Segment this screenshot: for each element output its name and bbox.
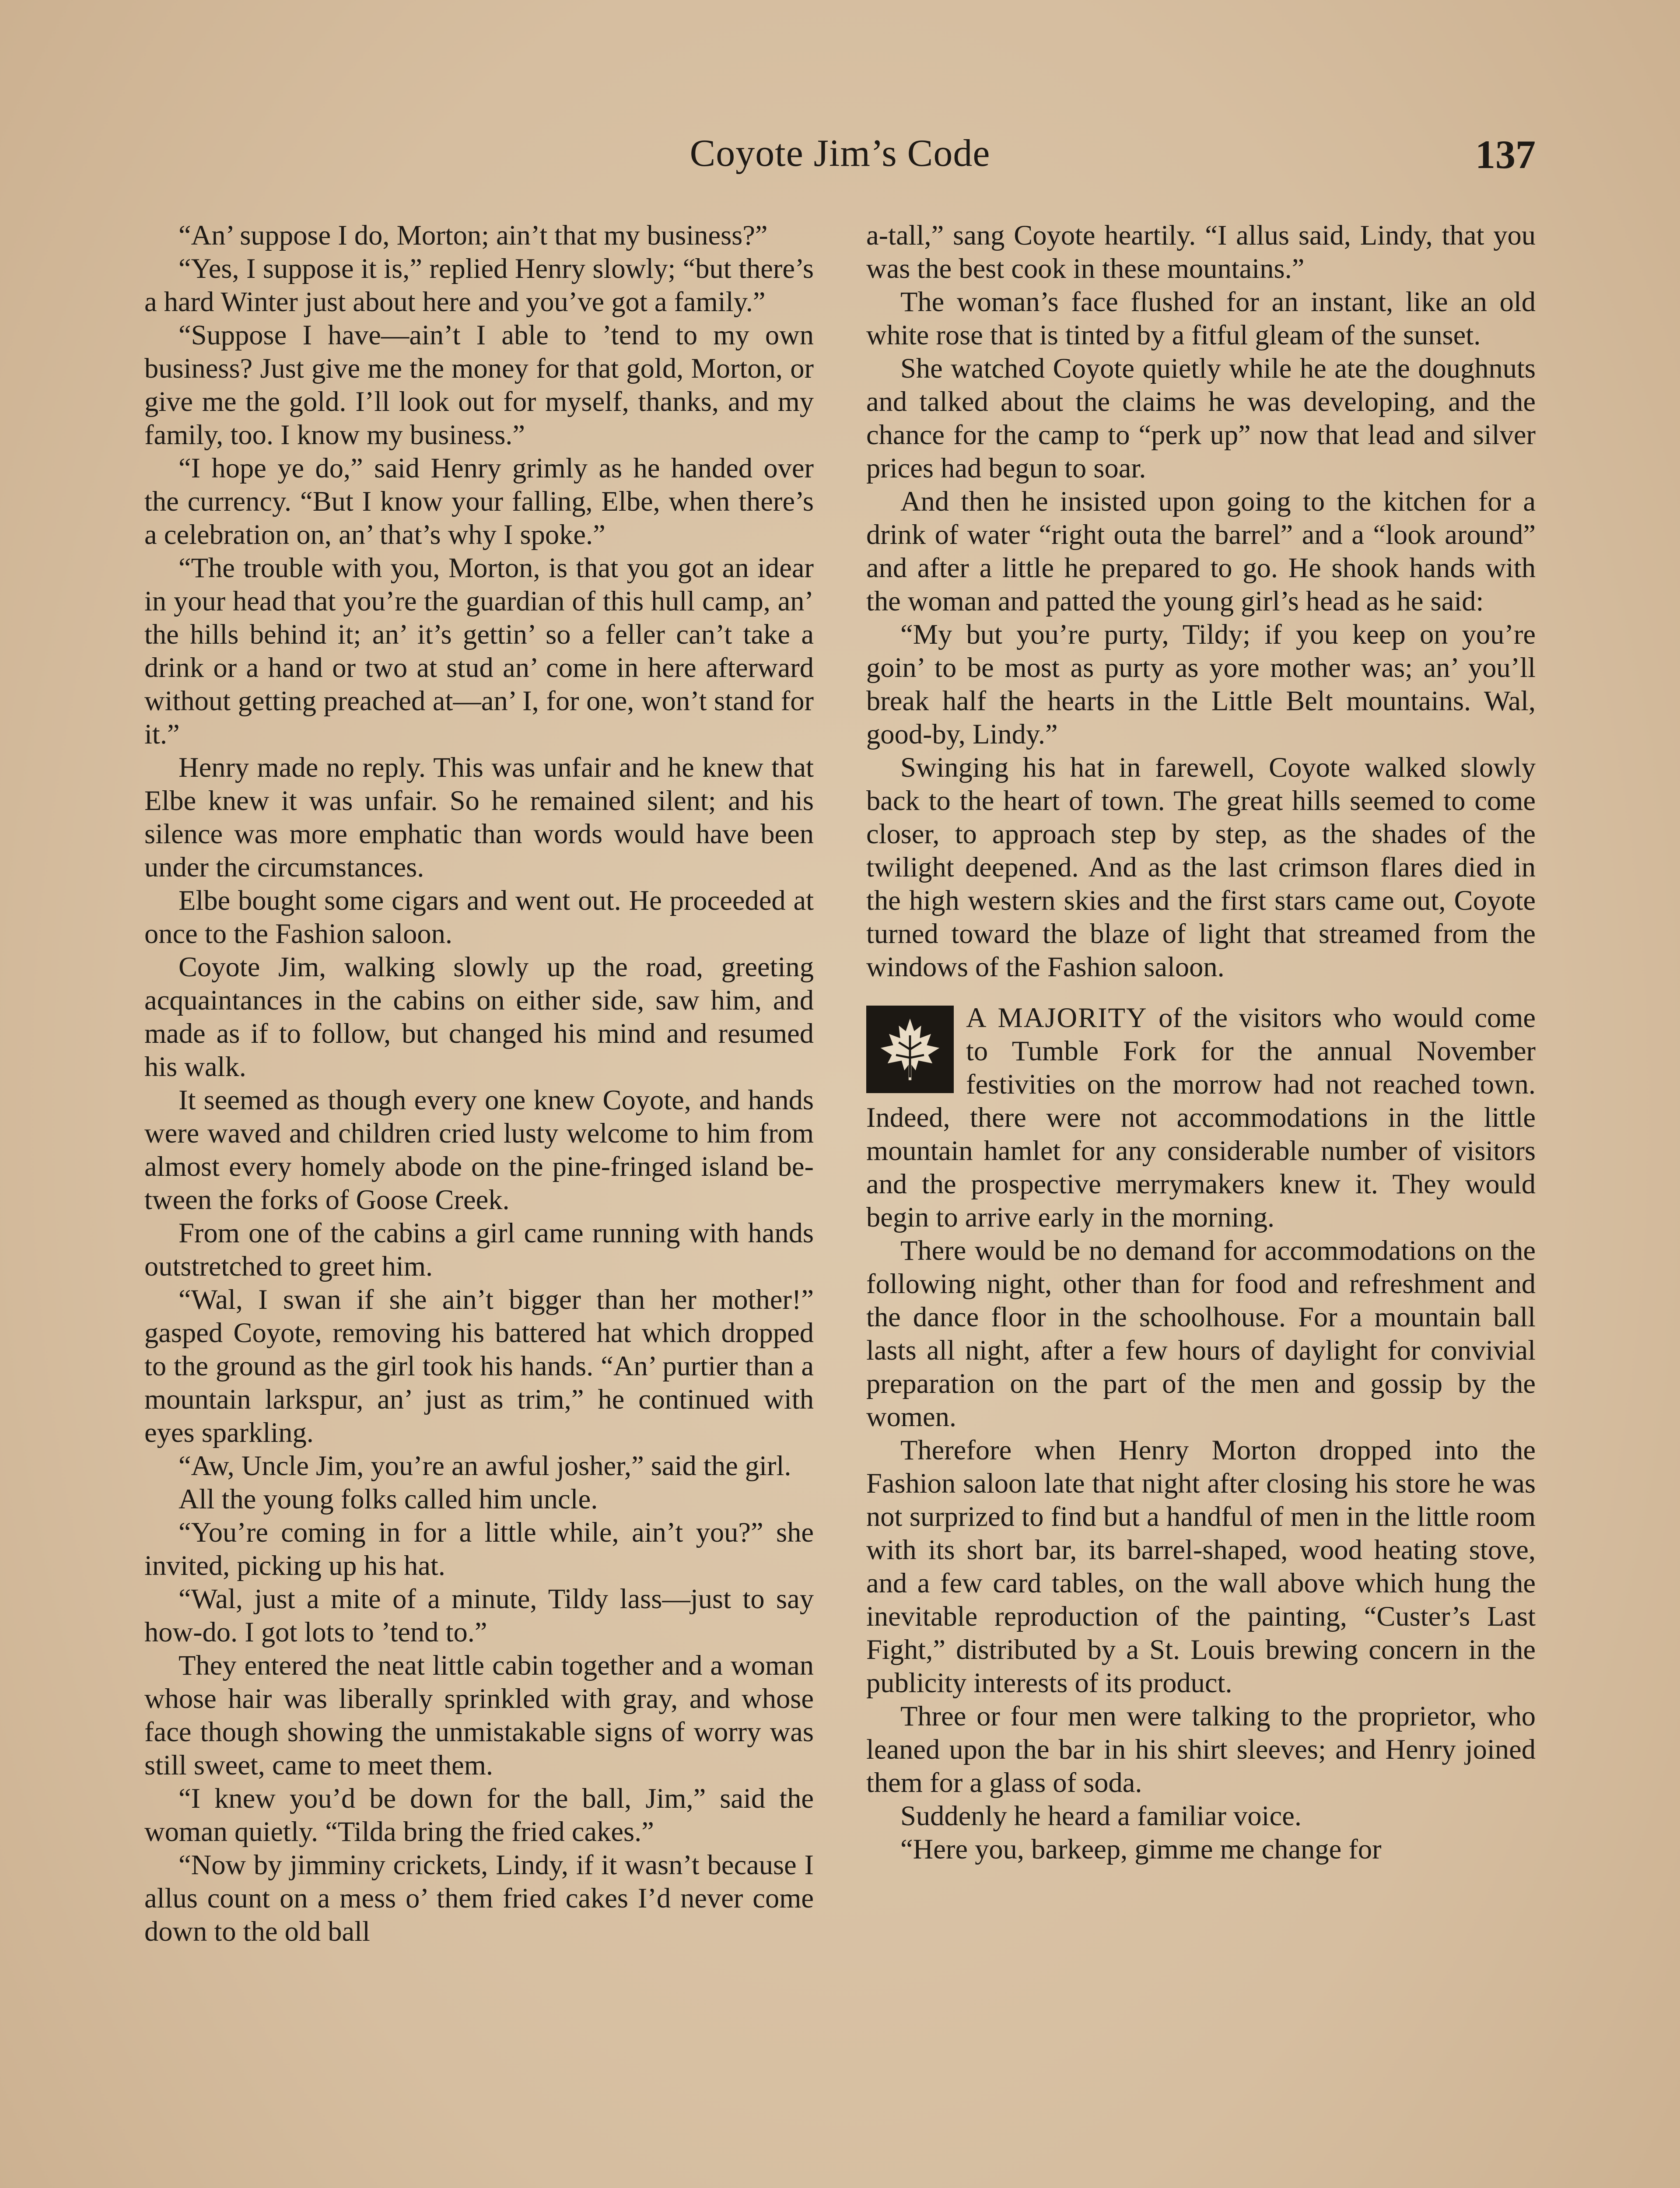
paragraph: Elbe bought some cigars and went out. He proceeded at once to the Fashion saloon. [144,885,814,949]
paragraph: “Suppose I have—ain’t I able to ’tend to my own business? Just give me the money for that gold, Morton, or give me the gold. I’ll look out for myself, thanks, and my family, too. I know my business.” [144,319,814,450]
paragraph: “Now by jimminy crickets, Lindy, if it wasn’t because I allus count on a mess o’ them fried cakes I’d never come down to the old ball [144,1849,814,1947]
paragraph: It seemed as though every one knew Coyote, and hands were waved and children cried lusty welcome to him from almost every homely abode on the pine-fringed island between the forks of Goose Creek. [144,1084,814,1215]
paragraph: And then he insisted upon going to the kitchen for a drink of water “right outa the barrel” and a “look around” and after a little he prepared to go. He shook hands with the woman and patted the young girl’s head as he said: [866,486,1536,617]
paragraph: “Aw, Uncle Jim, you’re an awful josher,” said the girl. [178,1450,791,1481]
paragraph: “I knew you’d be down for the ball, Jim,” said the woman quietly. “Tilda bring the fried cakes.” [144,1783,814,1847]
paragraph: Coyote Jim, walking slowly up the road, greeting acquaintances in the cabins on either side, saw him, and made as if to follow, but changed his mind and resumed his walk. [144,951,814,1082]
paragraph: All the young folks called him uncle. [178,1483,598,1515]
lead-caps: A MAJORITY [966,1002,1148,1033]
paragraph: Therefore when Henry Morton dropped into the Fashion saloon late that night after closing his store he was not surprized to find but a handful of men in the little room with its short bar, its barrel-shaped, wood heating stove, and a few card tables, on the wall above which hung the inevitable reproduction of the painting, “Custer’s Last Fight,” distributed by a St. Louis brewing concern in the publicity interests of its product. [866,1434,1536,1698]
text-columns [144,219,1536,1948]
right-column [866,219,1536,1948]
paragraph: a-tall,” sang Coyote heartily. “I allus said, Lindy, that you was the best cook in these mountains.” [866,220,1536,284]
left-column [144,219,814,1948]
maple-leaf-icon [866,1006,954,1093]
page-header [144,131,1536,193]
paragraph: Three or four men were talking to the proprietor, who leaned upon the bar in his shirt sleeves; and Henry joined them for a glass of soda. [866,1701,1536,1798]
paragraph: “Wal, I swan if she ain’t bigger than her mother!” gasped Coyote, removing his battered hat which dropped to the ground as the girl took his hands. “An’ purtier than a mountain larkspur, an’ just as trim,” he continued with eyes sparkling. [144,1284,814,1448]
paragraph: “I hope ye do,” said Henry grimly as he handed over the currency. “But I know your falling, Elbe, when there’s a celebration on, an’ that’s why I spoke.” [144,452,814,550]
page-number: 137 [1475,132,1536,177]
maple-leaf-icon-graphic [875,1014,945,1084]
paragraph: “An’ suppose I do, Morton; ain’t that my business?” [178,220,768,251]
paragraph: From one of the cabins a girl came running with hands outstretched to greet him. [144,1217,814,1282]
section-first-paragraph [866,1001,1536,1234]
paragraph: They entered the neat little cabin together and a woman whose hair was liberally sprinkled with gray, and whose face though showing the unmistakable signs of worry was still sweet, came to meet them. [144,1650,814,1781]
paragraph: “The trouble with you, Morton, is that you got an idear in your head that you’re the guardian of this hull camp, an’ the hills behind it; an’ it’s gettin’ so a feller can’t take a drink or a hand or two at stud an’ come in here afterward without getting preached at—an’ I, for one, won’t stand for it.” [144,552,814,750]
section-start [866,1001,1536,1234]
paragraph: The woman’s face flushed for an instant, like an old white rose that is tinted by a fitful gleam of the sunset. [866,286,1536,351]
paragraph: “You’re coming in for a little while, ain’t you?” she invited, picking up his hat. [144,1517,814,1581]
running-title: Coyote Jim’s Code [690,132,990,175]
paragraph: “Here you, barkeep, gimme me change for [900,1834,1382,1865]
lead-text: of the visitors who would come to Tumble Fork for the annual November festivities on the morrow had not reached town. Indeed, there were not accommodations in the little mountain hamlet for any considerable number of visitors and the prospective merrymakers knew it. They would begin to arrive early in the morning. [866,1002,1536,1233]
paragraph: “Yes, I suppose it is,” replied Henry slowly; “but there’s a hard Winter just about here and you’ve got a family.” [144,253,814,317]
paragraph: Suddenly he heard a familiar voice. [900,1800,1302,1831]
paragraph: There would be no demand for accommodations on the following night, other than for food and refreshment and the dance floor in the schoolhouse. For a mountain ball lasts all night, after a few hours of daylight for convivial preparation on the part of the men and gossip by the women. [866,1235,1536,1432]
paragraph: “Wal, just a mite of a minute, Tildy lass—just to say how-do. I got lots to ’tend to.” [144,1583,814,1648]
paragraph: She watched Coyote quietly while he ate the doughnuts and talked about the claims he was developing, and the chance for the camp to “perk up” now that lead and silver prices had begun to soar. [866,353,1536,484]
paragraph: “My but you’re purty, Tildy; if you keep on you’re goin’ to be most as purty as yore mother was; an’ you’ll break half the hearts in the Little Belt mountains. Wal, good-by, Lindy.” [866,619,1536,750]
paragraph: Swinging his hat in farewell, Coyote walked slowly back to the heart of town. The great hills seemed to come closer, to approach step by step, as the shades of the twilight deepened. And as the last crimson flares died in the high western skies and the first stars came out, Coyote turned toward the blaze of light that streamed from the windows of the Fashion saloon. [866,752,1536,982]
paragraph: Henry made no reply. This was unfair and he knew that Elbe knew it was unfair. So he remained silent; and his silence was more emphatic than words would have been under the circumstances. [144,752,814,883]
